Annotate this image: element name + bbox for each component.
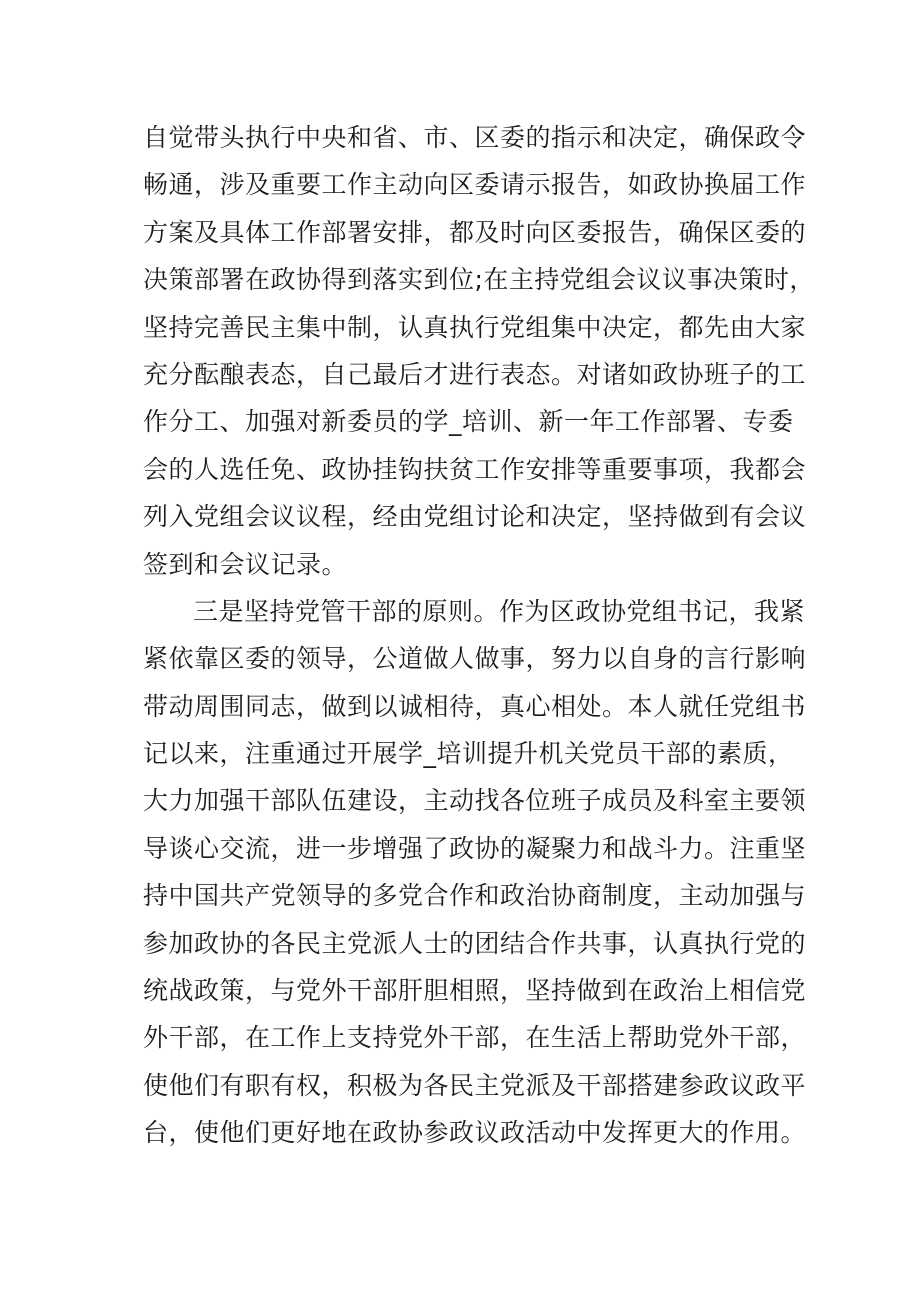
text-line: 带动周围同志，做到以诚相待，真心相处。本人就任党组书 <box>143 691 807 721</box>
text-line: 列入党组会议议程，经由党组讨论和决定，坚持做到有会议 <box>143 502 807 532</box>
text-line: 记以来，注重通过开展学_培训提升机关党员干部的素质， <box>143 739 794 769</box>
paragraph <box>143 114 815 588</box>
text-line: 使他们有职有权，积极为各民主党派及干部搭建参政议政平 <box>143 1070 807 1100</box>
text-line: 会的人选任免、政协挂钩扶贫工作安排等重要事项，我都会 <box>143 454 807 484</box>
text-line: 参加政协的各民主党派人士的团结合作共事，认真执行党的 <box>143 928 807 958</box>
text-line: 签到和会议记录。 <box>143 549 348 579</box>
text-line: 自觉带头执行中央和省、市、区委的指示和决定，确保政令 <box>143 123 807 152</box>
text-line: 畅通，涉及重要工作主动向区委请示报告，如政协换届工作 <box>143 170 807 200</box>
text-line: 紧依靠区委的领导，公道做人做事，努力以自身的言行影响 <box>143 644 807 674</box>
text-line: 持中国共产党领导的多党合作和政治协商制度，主动加强与 <box>143 881 807 911</box>
paragraph <box>143 588 807 1157</box>
text-line: 大力加强干部队伍建设，主动找各位班子成员及科室主要领 <box>143 786 807 816</box>
text-line: 方案及具体工作部署安排，都及时向区委报告，确保区委的 <box>143 217 807 247</box>
text-line: 外干部，在工作上支持党外干部，在生活上帮助党外干部， <box>143 1023 807 1053</box>
text-line: 决策部署在政协得到落实到位;在主持党组会议议事决策时， <box>143 265 815 295</box>
body-text <box>143 114 815 1157</box>
text-line: 三是坚持党管干部的原则。作为区政协党组书记，我紧 <box>193 596 806 626</box>
text-line: 台，使他们更好地在政协参政议政活动中发挥更大的作用。 <box>143 1118 807 1148</box>
text-line: 导谈心交流，进一步增强了政协的凝聚力和战斗力。注重坚 <box>143 833 807 863</box>
text-line: 充分酝酿表态，自己最后才进行表态。对诸如政协班子的工 <box>143 359 807 389</box>
text-line: 坚持完善民主集中制，认真执行党组集中决定，都先由大家 <box>143 312 807 342</box>
text-line: 统战政策，与党外干部肝胆相照，坚持做到在政治上相信党 <box>143 976 807 1006</box>
text-line: 作分工、加强对新委员的学_培训、新一年工作部署、专委 <box>143 407 794 437</box>
